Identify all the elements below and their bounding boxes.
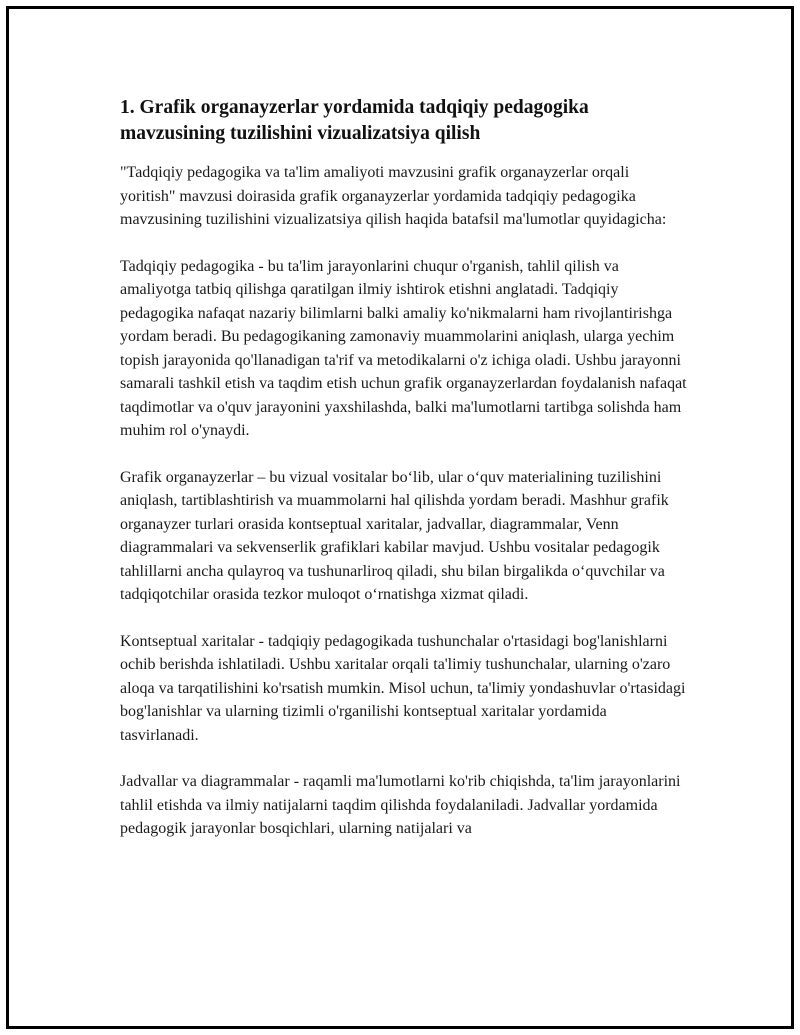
document-page bbox=[6, 6, 794, 1029]
document-content bbox=[120, 95, 688, 864]
section-heading: 1. Grafik organayzerlar yordamida tadqiqiy pedagogika mavzusining tuzilishini vizualizatsiya qilish bbox=[120, 97, 589, 144]
paragraph-graphic-organizers: Grafik organayzerlar – bu vizual vositalar bo‘lib, ular o‘quv materialining tuzilishini aniqlash, tartiblashtirish va muammolarni hal qilishda yordam beradi. Mashhur grafik organayzer turlari orasida kontseptual xaritalar, jadvallar, diagrammalar, Venn diagrammalari va sekvenserlik grafiklari kabilar mavjud. Ushbu vositalar pedagogik tahlillarni ancha qulayroq va tushunarliroq qiladi, shu bilan birgalikda o‘quvchilar va tadqiqotchilar orasida tezkor muloqot o‘rnatishga xizmat qiladi. bbox=[120, 468, 669, 603]
paragraph-research-pedagogy: Tadqiqiy pedagogika - bu ta'lim jarayonlarini chuqur o'rganish, tahlil qilish va amaliyotga tatbiq qilishga qaratilgan ilmiy ishtirok etishni anglatadi. Tadqiqiy pedagogika nafaqat nazariy bilimlarni balki amaliy ko'nikmalarni ham rivojlantirishga yordam beradi. Bu pedagogikaning zamonaviy muammolarini aniqlash, ularga yechim topish jarayonida qo'llanadigan ta'rif va metodikalarni o'z ichiga oladi. Ushbu jarayonni samarali tashkil etish va taqdim etish uchun grafik organayzerlardan foydalanish nafaqat taqdimotlar va o'quv jarayonini yaxshilashda, balki ma'lumotlarni tartibga solishda ham muhim rol o'ynaydi. bbox=[120, 257, 687, 439]
paragraph-concept-maps: Kontseptual xaritalar - tadqiqiy pedagogikada tushunchalar o'rtasidagi bog'lanishlarni ochib berishda ishlatiladi. Ushbu xaritalar orqali ta'limiy tushunchalar, ularning o'zaro aloqa va tarqatilishini ko'rsatish mumkin. Misol uchun, ta'limiy yondashuvlar o'rtasidagi bog'lanishlar va ularning tizimli o'rganilishi kontseptual xaritalar yordamida tasvirlanadi. bbox=[120, 632, 686, 744]
intro-paragraph: "Tadqiqiy pedagogika va ta'lim amaliyoti mavzusini grafik organayzerlar orqali yoritish" mavzusi doirasida grafik organayzerlar yordamida tadqiqiy pedagogika mavzusining tuzilishini vizualizatsiya qilish haqida batafsil ma'lumotlar quyidagicha: bbox=[120, 164, 667, 228]
paragraph-tables-diagrams: Jadvallar va diagrammalar - raqamli ma'lumotlarni ko'rib chiqishda, ta'lim jarayonlarini tahlil etishda va ilmiy natijalarni taqdim qilishda foydalaniladi. Jadvallar yordamida pedagogik jarayonlar bosqichlari, ularning natijalari va bbox=[120, 773, 681, 837]
